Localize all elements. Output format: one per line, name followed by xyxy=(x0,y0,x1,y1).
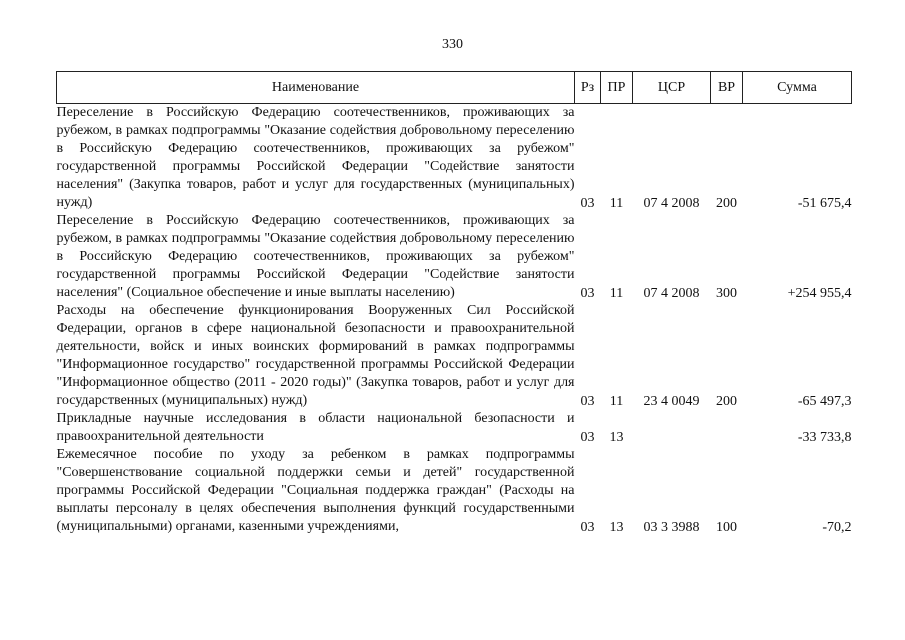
table-row xyxy=(57,302,852,410)
row-sum: -33 733,8 xyxy=(797,430,852,445)
row-pr: 13 xyxy=(609,520,624,535)
header-csr: ЦСР xyxy=(633,72,711,104)
row-rz: 03 xyxy=(580,520,595,535)
header-vr: ВР xyxy=(711,72,743,104)
table-row xyxy=(57,212,852,302)
row-sum: -65 497,3 xyxy=(797,394,852,409)
row-rz: 03 xyxy=(580,286,595,301)
table-header-row xyxy=(57,72,852,104)
header-pr: ПР xyxy=(601,72,633,104)
row-sum: +254 955,4 xyxy=(787,286,852,301)
row-csr: 07 4 2008 xyxy=(643,196,700,211)
row-vr xyxy=(711,410,743,446)
row-pr: 11 xyxy=(609,394,624,409)
row-csr: 03 3 3988 xyxy=(643,520,700,535)
table-row xyxy=(57,104,852,213)
row-sum: -51 675,4 xyxy=(797,196,852,211)
row-pr: 11 xyxy=(609,196,624,211)
table-row xyxy=(57,410,852,446)
row-name: Переселение в Российскую Федерацию соотечественников, проживающих за рубежом, в рамках подпрограммы "Оказание содействия добровольному переселению в Российскую Федерацию соотечественников, проживающих за рубежом" государственной программы Российской Федерации "Содействие занятости населения" (Закупка товаров, работ и услуг для государственных (муниципальных) нужд) xyxy=(56,105,575,210)
row-rz: 03 xyxy=(580,430,595,445)
row-csr xyxy=(633,410,711,446)
page-number: 330 xyxy=(442,37,463,52)
row-name: Прикладные научные исследования в области национальной безопасности и правоохранительной деятельности xyxy=(56,411,575,444)
row-csr: 23 4 0049 xyxy=(643,394,700,409)
row-pr: 13 xyxy=(609,430,624,445)
row-vr: 300 xyxy=(716,286,737,301)
row-vr: 200 xyxy=(716,394,737,409)
row-pr: 11 xyxy=(609,286,624,301)
row-vr: 100 xyxy=(716,520,737,535)
row-vr: 200 xyxy=(716,196,737,211)
row-rz: 03 xyxy=(580,394,595,409)
row-name: Переселение в Российскую Федерацию соотечественников, проживающих за рубежом, в рамках подпрограммы "Оказание содействия добровольному переселению в Российскую Федерацию соотечественников, проживающих за рубежом" государственной программы Российской Федерации "Содействие занятости населения" (Социальное обеспечение и иные выплаты населению) xyxy=(56,213,575,300)
header-rz: Рз xyxy=(575,72,601,104)
table-row xyxy=(57,446,852,536)
budget-table xyxy=(56,71,852,536)
row-name: Расходы на обеспечение функционирования Вооруженных Сил Российской Федерации, органов в сфере национальной безопасности и правоохранительной деятельности, войск и иных воинских формирований в рамках подпрограммы "Информационное государство" государственной программы Российской Федерации "Информационное общество (2011 - 2020 годы)" (Закупка товаров, работ и услуг для государственных (муниципальных) нужд) xyxy=(56,303,575,408)
row-rz: 03 xyxy=(580,196,595,211)
header-sum: Сумма xyxy=(743,72,852,104)
header-name: Наименование xyxy=(57,72,575,104)
row-csr: 07 4 2008 xyxy=(643,286,700,301)
row-name: Ежемесячное пособие по уходу за ребенком в рамках подпрограммы "Совершенствование социальной поддержки семьи и детей" государственной программы Российской Федерации "Социальная поддержка граждан" (Расходы на выплаты персоналу в целях обеспечения выполнения функций государственными (муниципальными) органами, казенными учреждениями, xyxy=(56,447,575,534)
row-sum: -70,2 xyxy=(822,520,852,535)
